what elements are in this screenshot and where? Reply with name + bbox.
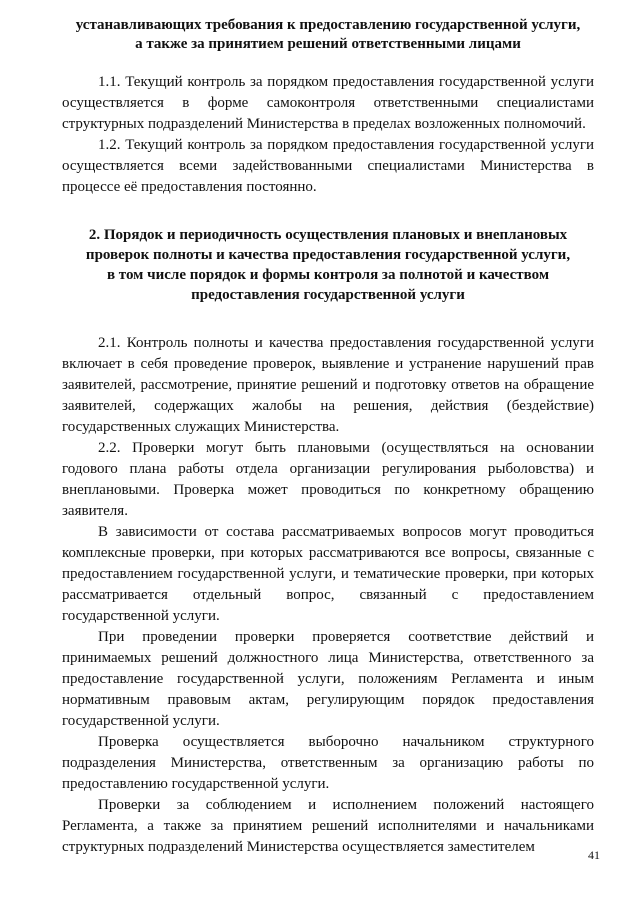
section-heading-line: 2. Порядок и периодичность осуществления плановых и внеплановых [88, 227, 568, 243]
page-number: 41 [588, 848, 600, 862]
paragraph-check-types: В зависимости от состава рассматриваемых вопросов могут проводиться комплексные проверки, при которых рассматриваются все вопросы, связанные с предоставлением государственной услуги, и тематические проверки, при которых рассматривается отдельный вопрос, связанный с предоставлением государственной услуги. [62, 524, 594, 624]
paragraph-check-scope: При проведении проверки проверяется соответствие действий и принимаемых решений должностного лица Министерства, ответственного за предоставление государственной услуги, положениям Регламента и иным нормативным правовым актам, регулирующим порядок предоставления государственной услуги. [62, 629, 594, 729]
paragraph-1-1: 1.1. Текущий контроль за порядком предоставления государственной услуги осуществляется в форме самоконтроля ответственными специалистами структурных подразделений Министерства в пределах возложенных полномочий. [62, 74, 594, 132]
section-heading-line: в том числе порядок и формы контроля за полнотой и качеством [106, 267, 550, 283]
paragraph-compliance-check: Проверки за соблюдением и исполнением положений настоящего Регламента, а также за принятием решений исполнителями и начальниками структурных подразделений Министерства осуществляется заместителем [62, 797, 594, 855]
paragraph-selective-check: Проверка осуществляется выборочно начальником структурного подразделения Министерства, ответственным за организацию работы по предоставлению государственной услуги. [62, 734, 594, 792]
paragraph-2-1: 2.1. Контроль полноты и качества предоставления государственной услуги включает в себя проведение проверок, выявление и устранение нарушений прав заявителей, рассмотрение, принятие решений и подготовку ответов на обращение заявителей, содержащих жалобы на решения, действия (бездействие) государственных служащих Министерства. [62, 335, 594, 435]
top-heading-line: а также за принятием решений ответственными лицами [135, 36, 521, 52]
paragraph-1-2: 1.2. Текущий контроль за порядком предоставления государственной услуги осуществляется всеми задействованными специалистами Министерства в процессе её предоставления постоянно. [62, 137, 594, 195]
section-heading-line: предоставления государственной услуги [191, 287, 465, 303]
document-page [62, 16, 594, 858]
top-heading [62, 16, 594, 54]
paragraph-2-2: 2.2. Проверки могут быть плановыми (осуществляться на основании годового плана работы отдела организации регулирования рыболовства) и внеплановыми. Проверка может проводиться по конкретному обращению заявителя. [62, 440, 594, 519]
section-heading [62, 225, 594, 305]
top-heading-line: устанавливающих требования к предоставлению государственной услуги, [75, 17, 581, 33]
section-heading-line: проверок полноты и качества предоставления государственной услуги, [85, 247, 571, 263]
